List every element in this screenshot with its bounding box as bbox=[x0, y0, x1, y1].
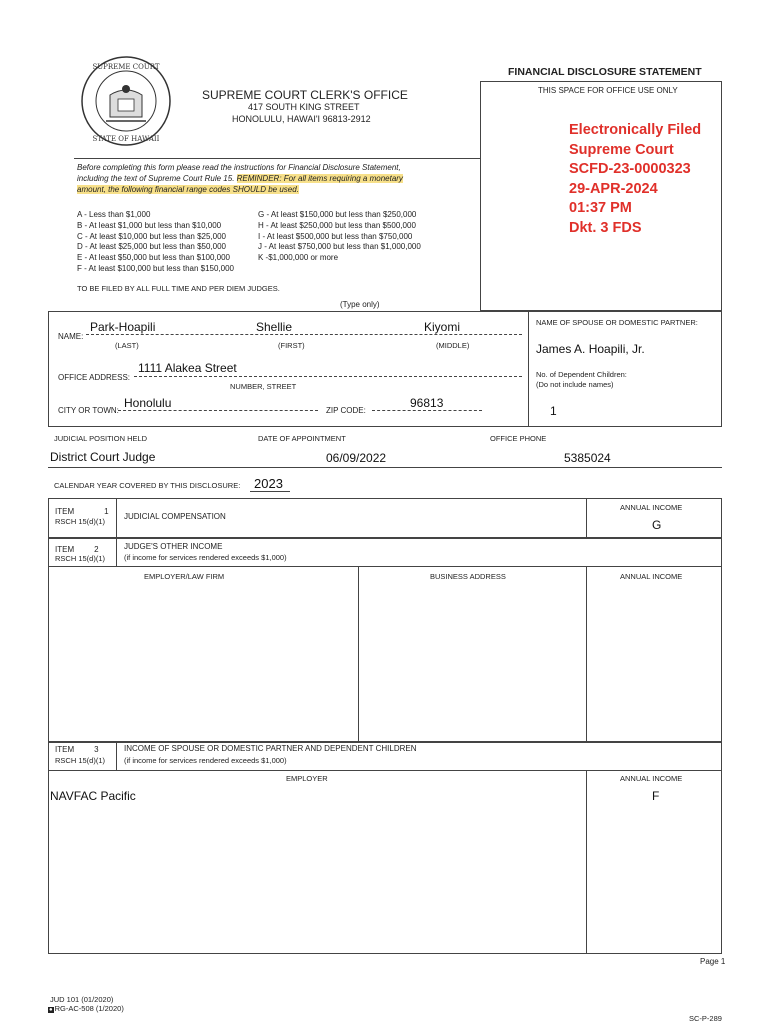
stamp-line-4: 29-APR-2024 bbox=[569, 180, 658, 197]
middle-name-value[interactable]: Kiyomi bbox=[424, 320, 461, 334]
calendar-year-value[interactable]: 2023 bbox=[254, 476, 283, 491]
item2-title: JUDGE'S OTHER INCOME bbox=[124, 542, 223, 551]
dependents-value[interactable]: 1 bbox=[550, 404, 557, 418]
item1-num: 1 bbox=[104, 507, 109, 516]
item2-box bbox=[48, 538, 722, 742]
calendar-underline bbox=[250, 490, 290, 492]
form-id: JUD 101 (01/2020) bbox=[50, 995, 114, 1004]
office-address-line2: HONOLULU, HAWAI'I 96813-2912 bbox=[232, 114, 371, 124]
instructions-text bbox=[77, 162, 477, 195]
spouse-value[interactable]: James A. Hoapili, Jr. bbox=[536, 342, 645, 356]
item3-col-divider bbox=[586, 770, 587, 954]
stamp-line-2: Supreme Court bbox=[569, 141, 674, 158]
type-only-label: (Type only) bbox=[340, 300, 380, 309]
instructions-line-1: Before completing this form please read the instructions for Financial Disclosure Statement, bbox=[77, 163, 401, 172]
item1-item: ITEM bbox=[55, 507, 75, 516]
spouse-label: NAME OF SPOUSE OR DOMESTIC PARTNER: bbox=[536, 318, 698, 327]
office-name: SUPREME COURT CLERK'S OFFICE bbox=[202, 88, 408, 102]
appointment-label: DATE OF APPOINTMENT bbox=[258, 434, 346, 443]
svg-text:STATE OF HAWAII: STATE OF HAWAII bbox=[92, 135, 160, 143]
office-address-label: OFFICE ADDRESS: bbox=[58, 373, 131, 382]
reminder-highlight: REMINDER: For all items requiring a monetary bbox=[236, 174, 403, 183]
zip-value[interactable]: 96813 bbox=[410, 396, 444, 410]
first-name-value[interactable]: Shellie bbox=[256, 320, 293, 334]
item2-subtitle: (if income for services rendered exceeds $1,000) bbox=[124, 553, 287, 562]
zip-underline bbox=[372, 408, 482, 411]
zip-label: ZIP CODE: bbox=[326, 406, 366, 415]
filing-stamp bbox=[569, 121, 701, 238]
street-value[interactable]: 1111 Alakea Street bbox=[138, 361, 237, 375]
item1-income-value[interactable]: G bbox=[652, 518, 662, 532]
item3-income-value[interactable]: F bbox=[652, 789, 660, 803]
dependents-label-line1: No. of Dependent Children: bbox=[536, 370, 627, 379]
filed-by-note: TO BE FILED BY ALL FULL TIME AND PER DIEM JUDGES. bbox=[77, 284, 280, 293]
item2-header-rule bbox=[48, 566, 722, 567]
range-code: I - At least $500,000 but less than $750,000 bbox=[258, 231, 413, 241]
item1-divider-left bbox=[116, 498, 117, 538]
svg-text:SUPREME COURT: SUPREME COURT bbox=[92, 63, 160, 71]
office-use-label: THIS SPACE FOR OFFICE USE ONLY bbox=[538, 86, 678, 95]
item3-col-income: ANNUAL INCOME bbox=[620, 774, 683, 783]
range-code: G - At least $150,000 but less than $250,000 bbox=[258, 210, 417, 219]
instructions-line-3 bbox=[77, 184, 477, 195]
item3-subtitle: (if income for services rendered exceeds $1,000) bbox=[124, 756, 287, 765]
instructions-line-3-text: amount, the following financial range codes SHOULD be used. bbox=[77, 185, 299, 194]
stamp-line-3: SCFD-23-0000323 bbox=[569, 161, 691, 177]
position-rule bbox=[48, 467, 722, 468]
range-codes-left bbox=[77, 210, 234, 275]
range-codes-right bbox=[258, 210, 421, 264]
appointment-value[interactable]: 06/09/2022 bbox=[326, 451, 387, 465]
position-label: JUDICIAL POSITION HELD bbox=[54, 434, 148, 443]
item3-item-label bbox=[55, 745, 99, 754]
item3-header-rule bbox=[48, 770, 722, 771]
last-label: (LAST) bbox=[115, 341, 139, 350]
form-code: SC-P-289 bbox=[689, 1014, 722, 1023]
item2-item: ITEM bbox=[55, 545, 75, 554]
phone-label: OFFICE PHONE bbox=[490, 434, 547, 443]
item3-divider-left bbox=[116, 742, 117, 770]
form-id-2 bbox=[48, 1004, 124, 1013]
item3-rule: RSCH 15(d)(1) bbox=[55, 756, 106, 765]
item1-divider-right bbox=[586, 498, 587, 538]
name-underline bbox=[86, 332, 522, 335]
office-address-line1: 417 SOUTH KING STREET bbox=[248, 102, 360, 112]
first-label: (FIRST) bbox=[278, 341, 305, 350]
item2-col-employer: EMPLOYER/LAW FIRM bbox=[144, 572, 225, 581]
stamp-line-1: Electronically Filed bbox=[569, 122, 702, 138]
range-code: E - At least $50,000 but less than $100,000 bbox=[77, 253, 230, 263]
item3-item: ITEM bbox=[55, 745, 75, 754]
name-label: NAME: bbox=[58, 332, 84, 341]
range-code: H - At least $250,000 but less than $500,000 bbox=[258, 220, 416, 230]
stamp-line-6: Dkt. 3 FDS bbox=[569, 219, 642, 236]
item2-rule: RSCH 15(d)(1) bbox=[55, 554, 106, 563]
item2-num: 2 bbox=[94, 545, 99, 554]
item2-col-address: BUSINESS ADDRESS bbox=[430, 572, 506, 581]
item3-col-employer: EMPLOYER bbox=[286, 774, 328, 783]
form-title: FINANCIAL DISCLOSURE STATEMENT bbox=[508, 66, 702, 78]
street-label: NUMBER, STREET bbox=[230, 382, 297, 391]
street-underline bbox=[134, 374, 522, 377]
item2-divider-left bbox=[116, 538, 117, 566]
item2-col-divider-2 bbox=[586, 566, 587, 742]
instructions-line-2a: including the text of Supreme Court Rule 15. bbox=[77, 174, 237, 183]
item1-income-label: ANNUAL INCOME bbox=[620, 503, 683, 512]
item2-col-divider-1 bbox=[358, 566, 359, 742]
instructions-line-2 bbox=[77, 173, 477, 184]
phone-value[interactable]: 5385024 bbox=[564, 451, 611, 465]
item2-item-label bbox=[55, 545, 99, 554]
city-label: CITY OR TOWN: bbox=[58, 406, 119, 415]
item3-num: 3 bbox=[94, 745, 99, 754]
city-value[interactable]: Honolulu bbox=[124, 396, 172, 410]
range-code: J - At least $750,000 but less than $1,000,000 bbox=[258, 242, 421, 252]
dependents-label-line2: (Do not include names) bbox=[536, 380, 614, 389]
item3-employer-value[interactable]: NAVFAC Pacific bbox=[50, 789, 136, 803]
item1-title: JUDICIAL COMPENSATION bbox=[124, 512, 226, 521]
range-code: K -$1,000,000 or more bbox=[258, 253, 339, 263]
item1-item-label bbox=[55, 507, 109, 516]
position-value[interactable]: District Court Judge bbox=[50, 450, 156, 464]
range-code: B - At least $1,000 but less than $10,000 bbox=[77, 220, 222, 230]
union-bug-icon: ● bbox=[49, 1007, 53, 1013]
city-underline bbox=[118, 408, 318, 411]
supreme-court-seal bbox=[80, 55, 172, 147]
stamp-line-5: 01:37 PM bbox=[569, 200, 632, 216]
form-id-2-text: RG-AC-508 (1/2020) bbox=[54, 1004, 124, 1013]
spouse-divider bbox=[528, 311, 529, 427]
item3-title: INCOME OF SPOUSE OR DOMESTIC PARTNER AND DEPENDENT CHILDREN bbox=[124, 744, 417, 753]
range-code: C - At least $10,000 but less than $25,000 bbox=[77, 231, 226, 241]
instructions-top-rule bbox=[74, 158, 480, 159]
item1-rule: RSCH 15(d)(1) bbox=[55, 517, 106, 526]
range-code: A - Less than $1,000 bbox=[77, 210, 151, 219]
range-code: D - At least $25,000 but less than $50,000 bbox=[77, 242, 226, 252]
range-code: F - At least $100,000 but less than $150,000 bbox=[77, 263, 234, 273]
dependents-label bbox=[536, 370, 627, 390]
middle-label: (MIDDLE) bbox=[436, 341, 470, 350]
page-number: Page 1 bbox=[700, 957, 726, 966]
last-name-value[interactable]: Park-Hoapili bbox=[90, 320, 156, 334]
calendar-label: CALENDAR YEAR COVERED BY THIS DISCLOSURE: bbox=[54, 481, 241, 490]
item2-col-income: ANNUAL INCOME bbox=[620, 572, 683, 581]
